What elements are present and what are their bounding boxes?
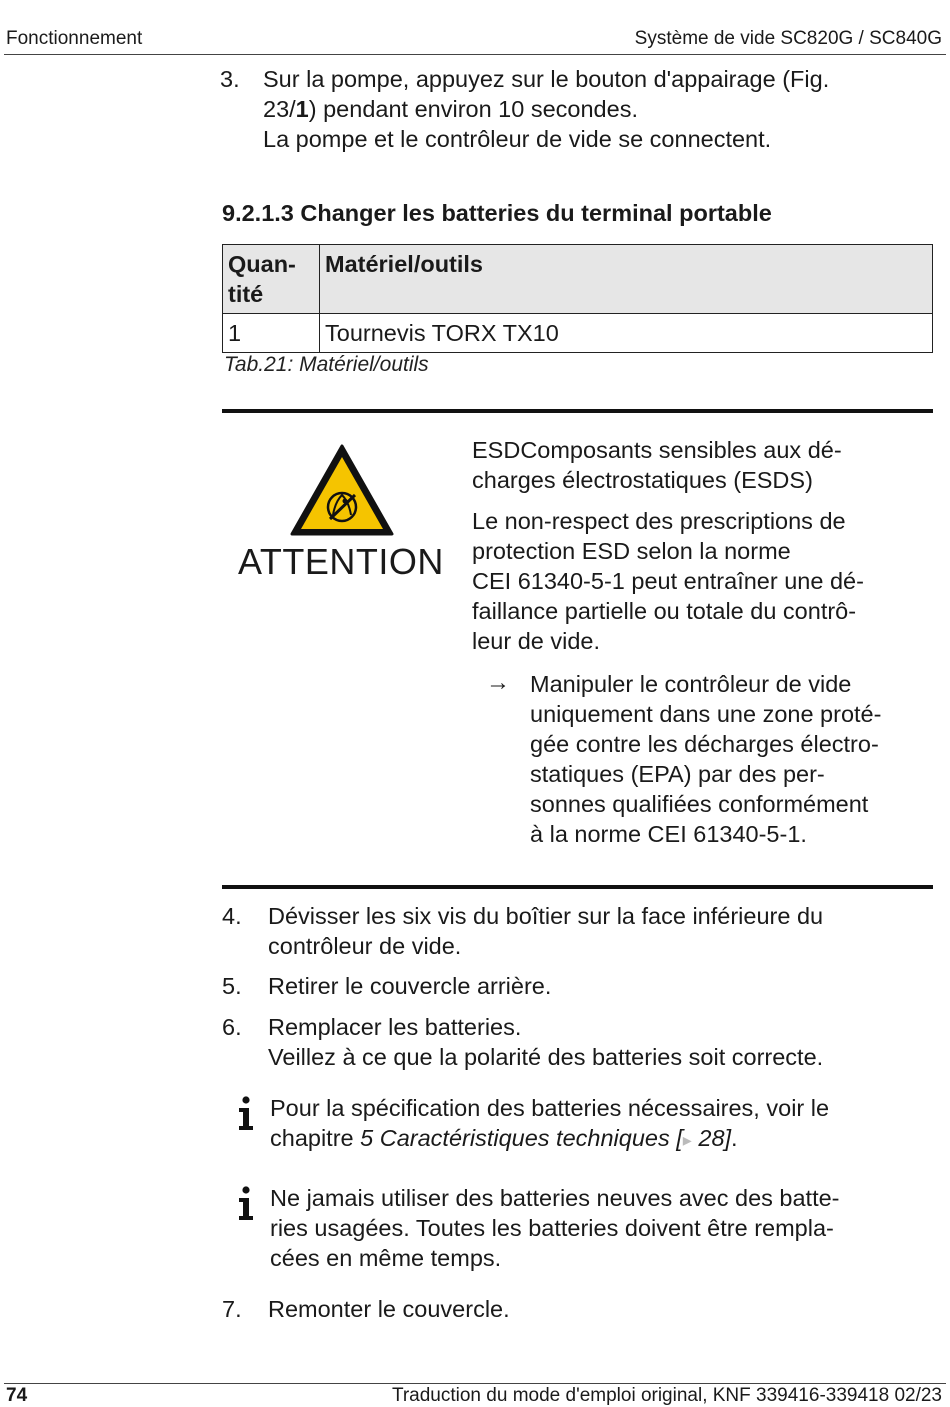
warning-text-line: faillance partielle ou totale du contrô- bbox=[472, 598, 857, 624]
warning-action-line: à la norme CEI 61340-5-1. bbox=[530, 821, 807, 847]
step-text-line: Retirer le couvercle arrière. bbox=[268, 973, 552, 999]
info-text-line: chapitre 5 Caractéristiques techniques [▸ 28]. bbox=[270, 1125, 738, 1151]
step-text-line: 23/1) pendant environ 10 secondes. bbox=[263, 96, 638, 122]
step-number: 6. bbox=[222, 1014, 242, 1040]
info-icon bbox=[236, 1186, 256, 1222]
table-row bbox=[223, 314, 933, 353]
section-title: 9.2.1.3 Changer les batteries du terminal portable bbox=[222, 200, 772, 226]
step-number: 7. bbox=[222, 1296, 242, 1322]
step-text-line: Remplacer les batteries. bbox=[268, 1014, 522, 1040]
step-text-line: contrôleur de vide. bbox=[268, 933, 462, 959]
step-result: Veillez à ce que la polarité des batteries soit correcte. bbox=[268, 1044, 824, 1070]
figure-item-ref: 1 bbox=[295, 96, 309, 122]
table-header-tools: Matériel/outils bbox=[320, 245, 933, 314]
esd-warning-icon bbox=[289, 443, 395, 537]
info-text-line: Ne jamais utiliser des batteries neuves avec des batte- bbox=[270, 1185, 840, 1211]
warning-action-line: statiques (EPA) par des per- bbox=[530, 761, 825, 787]
step-number: 3. bbox=[220, 66, 240, 92]
info-icon bbox=[236, 1096, 256, 1132]
step-number: 4. bbox=[222, 903, 242, 929]
warning-action-line: sonnes qualifiées conformément bbox=[530, 791, 869, 817]
info-note-batteries bbox=[270, 1183, 840, 1273]
info-text-line: cées en même temps. bbox=[270, 1245, 502, 1271]
step-text-line: Remonter le couvercle. bbox=[268, 1296, 510, 1322]
info-text-line: Pour la spécification des batteries nécessaires, voir le bbox=[270, 1095, 830, 1121]
chapter-link[interactable]: 5 Caractéristiques techniques [▸ 28] bbox=[360, 1125, 732, 1151]
header-chapter: Fonctionnement bbox=[6, 28, 143, 49]
link-arrow-icon: ▸ bbox=[682, 1130, 692, 1150]
header-product: Système de vide SC820G / SC840G bbox=[634, 28, 942, 49]
step-text-line: Dévisser les six vis du boîtier sur la face inférieure du bbox=[268, 903, 824, 929]
warning-title-line: ESDComposants sensibles aux dé- bbox=[472, 437, 842, 463]
footer-divider bbox=[4, 1383, 946, 1384]
warning-text-line: Le non-respect des prescriptions de bbox=[472, 508, 846, 534]
table-caption: Tab.21: Matériel/outils bbox=[224, 353, 429, 376]
warning-consequence bbox=[472, 506, 864, 656]
table-header-row bbox=[223, 245, 933, 314]
arrow-right-icon: → bbox=[486, 669, 510, 696]
warning-title-line: charges électrostatiques (ESDS) bbox=[472, 467, 813, 493]
info-text-line: ries usagées. Toutes les batteries doivent être rempla- bbox=[270, 1215, 834, 1241]
header-divider bbox=[4, 54, 946, 55]
warning-top-rule bbox=[222, 409, 933, 413]
warning-text-line: leur de vide. bbox=[472, 628, 601, 654]
page-number: 74 bbox=[6, 1385, 28, 1406]
warning-action bbox=[530, 669, 881, 849]
warning-text-line: protection ESD selon la norme bbox=[472, 538, 791, 564]
warning-text-line: CEI 61340-5-1 peut entraîner une dé- bbox=[472, 568, 864, 594]
warning-action-line: gée contre les décharges électro- bbox=[530, 731, 879, 757]
step-text-line: Sur la pompe, appuyez sur le bouton d'appairage (Fig. bbox=[263, 66, 830, 92]
warning-action-line: uniquement dans une zone proté- bbox=[530, 701, 882, 727]
step-result: La pompe et le contrôleur de vide se connectent. bbox=[263, 126, 772, 152]
warning-bottom-rule bbox=[222, 885, 933, 889]
materials-table bbox=[222, 244, 933, 353]
step-number: 5. bbox=[222, 973, 242, 999]
footer-document-ref: Traduction du mode d'emploi original, KNF 339416-339418 02/23 bbox=[391, 1385, 942, 1406]
warning-title bbox=[472, 435, 842, 495]
table-cell-tool: Tournevis TORX TX10 bbox=[320, 314, 933, 353]
info-note-specification bbox=[270, 1093, 829, 1155]
warning-action-line: Manipuler le contrôleur de vide bbox=[530, 671, 852, 697]
table-header-quantity: Quan- tité bbox=[223, 245, 320, 314]
signal-word: ATTENTION bbox=[238, 541, 444, 582]
table-cell-quantity: 1 bbox=[223, 314, 320, 353]
step-3 bbox=[220, 64, 920, 156]
